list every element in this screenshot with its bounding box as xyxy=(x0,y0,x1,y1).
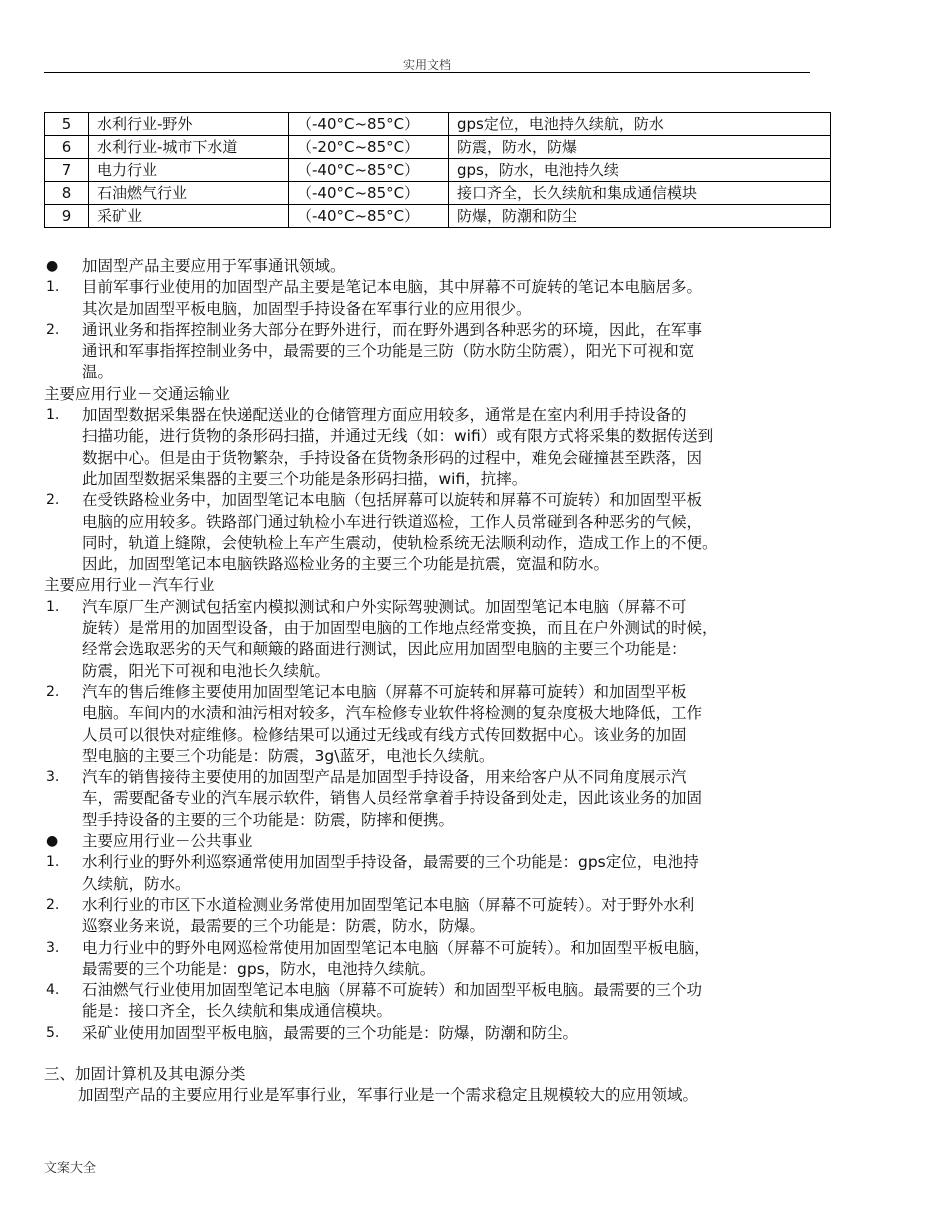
features-cell: gps定位，电池持久续航，防水 xyxy=(449,113,831,136)
row-number: 7 xyxy=(45,159,89,182)
text-line xyxy=(44,1001,834,1022)
row-number: 9 xyxy=(45,205,89,228)
list-item-text: 因此，加固型笔记本电脑铁路巡检业务的主要三个功能是抗震，宽温和防水。 xyxy=(82,555,610,574)
industry-table-body xyxy=(45,113,831,228)
table-row xyxy=(45,182,831,205)
document-body xyxy=(44,256,834,1107)
industry-cell: 水利行业-野外 xyxy=(89,113,289,136)
temperature-cell: （-40°C~85°C） xyxy=(289,113,449,136)
list-item-text: 同时，轨道上缝隙，会使轨检上车产生震动，使轨检系统无法顺利动作，造成工作上的不便。 xyxy=(82,533,718,552)
list-number: 4. xyxy=(46,982,60,999)
list-item-text: 扫描功能，进行货物的条形码扫描，并通过无线（如：wifi）或有限方式将采集的数据传送到 xyxy=(82,427,714,446)
bullet-icon: ● xyxy=(46,258,59,274)
list-item-text: 车，需要配备专业的汽车展示软件，销售人员经常拿着手持设备到处走，因此该业务的加固 xyxy=(82,789,703,808)
text-line xyxy=(44,938,834,959)
list-number: 1. xyxy=(46,598,60,615)
temperature-cell: （-40°C~85°C） xyxy=(289,159,449,182)
list-item-text: 人员可以很快对症维修。检修结果可以通过无线或有线方式传回数据中心。该业务的加固 xyxy=(82,725,687,744)
bullet-icon: ● xyxy=(46,833,59,850)
text-line xyxy=(44,405,834,426)
list-item-text: 石油燃气行业使用加固型笔记本电脑（屏幕不可旋转）和加固型平板电脑。最需要的三个功 xyxy=(82,981,703,1000)
list-item-text: 水利行业的野外利巡察通常使用加固型手持设备，最需要的三个功能是：gps定位，电池持 xyxy=(82,853,699,872)
list-item-text: 电力行业中的野外电网巡检常使用加固型笔记本电脑（屏幕不可旋转）。和加固型平板电脑， xyxy=(82,938,710,957)
list-item-text: 在受铁路检业务中，加固型笔记本电脑（包括屏幕可以旋转和屏幕不可旋转）和加固型平板 xyxy=(82,491,703,510)
features-cell: gps，防水，电池持久续 xyxy=(449,159,831,182)
text-line xyxy=(44,1023,834,1044)
list-item-text: 目前军事行业使用的加固型产品主要是笔记本电脑，其中屏幕不可旋转的笔记本电脑居多。 xyxy=(82,278,703,297)
list-item-text: 能是：接口齐全，长久续航和集成通信模块。 xyxy=(82,1002,393,1021)
text-line xyxy=(44,980,834,1001)
list-number: 1. xyxy=(46,407,60,424)
text-line xyxy=(44,575,834,596)
text-line xyxy=(44,852,834,873)
text-line xyxy=(44,341,834,362)
list-item-text: 防震，阳光下可视和电池长久续航。 xyxy=(82,661,331,680)
list-item-text: 汽车的销售接待主要使用的加固型产品是加固型手持设备，用来给客户从不同角度展示汽 xyxy=(82,768,687,787)
list-number: 2. xyxy=(46,896,60,913)
list-item-text: 温。 xyxy=(82,363,114,382)
spacer xyxy=(44,1044,834,1064)
text-line xyxy=(44,299,834,320)
list-item-text: 通讯和军事指挥控制业务中，最需要的三个功能是三防（防水防尘防震），阳光下可视和宽 xyxy=(82,342,695,361)
features-cell: 接口齐全，长久续航和集成通信模块 xyxy=(449,182,831,205)
text-line xyxy=(44,874,834,895)
text-line xyxy=(44,426,834,447)
text-line xyxy=(44,277,834,298)
list-number: 3. xyxy=(46,939,60,956)
list-item-text: 通讯业务和指挥控制业务大部分在野外进行，而在野外遇到各种恶劣的环境，因此，在军事 xyxy=(82,320,703,339)
text-line xyxy=(44,618,834,639)
text-line xyxy=(44,767,834,788)
list-item-text: 旋转）是常用的加固型设备，由于加固型电脑的工作地点经常变换，而且在户外测试的时候， xyxy=(82,619,718,638)
header-rule xyxy=(44,72,810,73)
table-row xyxy=(45,205,831,228)
text-line xyxy=(44,746,834,767)
list-item-text: 加固型数据采集器在快递配送业的仓储管理方面应用较多，通常是在室内利用手持设备的 xyxy=(82,406,687,425)
list-item-text: 汽车的售后维修主要使用加固型笔记本电脑（屏幕不可旋转和屏幕可旋转）和加固型平板 xyxy=(82,682,687,701)
text-line xyxy=(44,1064,834,1085)
text-line xyxy=(44,788,834,809)
text-line xyxy=(44,362,834,383)
table-row xyxy=(45,113,831,136)
text-line xyxy=(44,448,834,469)
list-item-text: 电脑的应用较多。铁路部门通过轨检小车进行铁道巡检，工作人员常碰到各种恶劣的气候， xyxy=(82,512,703,531)
list-item-text: 数据中心。但是由于货物繁杂，手持设备在货物条形码的过程中，难免会碰撞甚至跌落，因 xyxy=(82,448,703,467)
temperature-cell: （-40°C~85°C） xyxy=(289,182,449,205)
text-line xyxy=(44,725,834,746)
list-number: 1. xyxy=(46,854,60,871)
list-item-text: 此加固型数据采集器的主要三个功能是条形码扫描，wifi，抗摔。 xyxy=(82,469,528,488)
text-line xyxy=(44,959,834,980)
list-item-text: 采矿业使用加固型平板电脑，最需要的三个功能是：防爆，防潮和防尘。 xyxy=(82,1023,579,1042)
industry-cell: 电力行业 xyxy=(89,159,289,182)
row-number: 5 xyxy=(45,113,89,136)
industry-cell: 水利行业-城市下水道 xyxy=(89,136,289,159)
temperature-cell: （-20°C~85°C） xyxy=(289,136,449,159)
text-line xyxy=(44,916,834,937)
section-heading: 三、加固计算机及其电源分类 xyxy=(44,1064,246,1083)
text-line xyxy=(44,895,834,916)
table-row xyxy=(45,159,831,182)
list-item-text: 巡察业务来说，最需要的三个功能是：防震，防水，防爆。 xyxy=(82,917,486,936)
list-item-text: 经常会选取恶劣的天气和颠簸的路面进行测试，因此应用加固型电脑的主要三个功能是： xyxy=(82,640,687,659)
row-number: 8 xyxy=(45,182,89,205)
list-item-text: 最需要的三个功能是：gps，防水，电池持久续航。 xyxy=(82,959,436,978)
list-item-text: 型手持设备的主要的三个功能是：防震，防摔和便携。 xyxy=(82,810,455,829)
text-line xyxy=(44,320,834,341)
text-line xyxy=(44,469,834,490)
text-line xyxy=(44,512,834,533)
section-heading: 主要应用行业－汽车行业 xyxy=(44,576,215,595)
industry-cell: 石油燃气行业 xyxy=(89,182,289,205)
text-line xyxy=(44,661,834,682)
bullet-text: 主要应用行业－公共事业 xyxy=(82,832,253,851)
list-number: 5. xyxy=(46,1024,60,1041)
paragraph-text: 加固型产品的主要应用行业是军事行业，军事行业是一个需求稳定且规模较大的应用领域。 xyxy=(78,1086,699,1105)
list-number: 2. xyxy=(46,683,60,700)
list-number: 1. xyxy=(46,279,60,296)
text-line xyxy=(44,639,834,660)
page-header: 实用文档 xyxy=(402,58,451,72)
list-item-text: 其次是加固型平板电脑，加固型手持设备在军事行业的应用很少。 xyxy=(82,299,532,318)
features-cell: 防震，防水，防爆 xyxy=(449,136,831,159)
bullet-item xyxy=(44,256,834,277)
section-heading: 主要应用行业－交通运输业 xyxy=(44,384,231,403)
text-line xyxy=(44,810,834,831)
list-item-text: 水利行业的市区下水道检测业务常使用加固型笔记本电脑（屏幕不可旋转）。对于野外水利 xyxy=(82,895,695,914)
list-item-text: 型电脑的主要三个功能是：防震，3g\蓝牙，电池长久续航。 xyxy=(82,746,495,765)
list-item-text: 久续航，防水。 xyxy=(82,874,191,893)
temperature-cell: （-40°C~85°C） xyxy=(289,205,449,228)
list-item-text: 汽车原厂生产测试包括室内模拟测试和户外实际驾驶测试。加固型笔记本电脑（屏幕不可 xyxy=(82,597,687,616)
features-cell: 防爆，防潮和防尘 xyxy=(449,205,831,228)
page-footer: 文案大全 xyxy=(44,1161,97,1176)
list-number: 2. xyxy=(46,321,60,338)
bullet-item xyxy=(44,831,834,852)
text-line xyxy=(44,682,834,703)
text-line xyxy=(44,1085,834,1106)
table-row xyxy=(45,136,831,159)
list-item-text: 电脑。车间内的水渍和油污相对较多，汽车检修专业软件将检测的复杂度极大地降低，工作 xyxy=(82,704,703,723)
text-line xyxy=(44,384,834,405)
row-number: 6 xyxy=(45,136,89,159)
list-number: 3. xyxy=(46,769,60,786)
text-line xyxy=(44,490,834,511)
bullet-text: 加固型产品主要应用于军事通讯领域。 xyxy=(82,257,346,275)
text-line xyxy=(44,597,834,618)
industry-cell: 采矿业 xyxy=(89,205,289,228)
list-number: 2. xyxy=(46,492,60,509)
text-line xyxy=(44,533,834,554)
text-line xyxy=(44,554,834,575)
text-line xyxy=(44,703,834,724)
industry-table xyxy=(44,112,831,228)
